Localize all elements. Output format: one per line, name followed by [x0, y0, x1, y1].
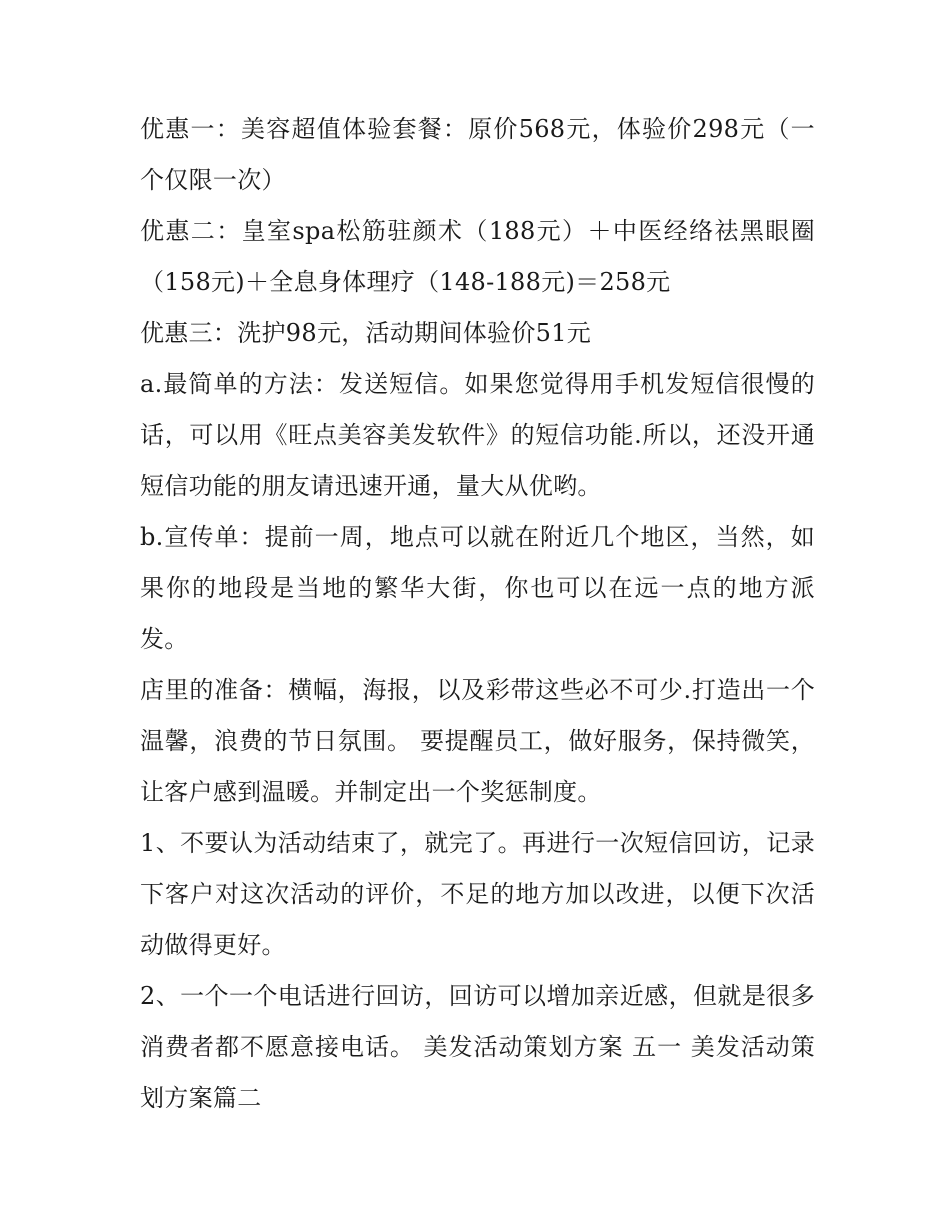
paragraph-store-preparation: 店里的准备：横幅，海报，以及彩带这些必不可少.打造出一个温馨，浪费的节日氛围。 要提醒员工，做好服务，保持微笑，让客户感到温暖。并制定出一个奖惩制度。: [140, 676, 815, 806]
paragraph-offer-three: 优惠三：洗护98元，活动期间体验价51元: [140, 319, 592, 347]
paragraph-offer-two: 优惠二：皇室spa松筋驻颜术（188元）＋中医经络祛黑眼圈（158元)＋全息身体理疗（148-188元)＝258元: [140, 217, 815, 296]
paragraph-method-sms: a.最简单的方法：发送短信。如果您觉得用手机发短信很慢的话，可以用《旺点美容美发软件》的短信功能.所以，还没开通短信功能的朋友请迅速开通，量大从优哟。: [140, 370, 815, 500]
paragraph-follow-up-sms: 1、不要认为活动结束了，就完了。再进行一次短信回访，记录下客户对这次活动的评价，不足的地方加以改进，以便下次活动做得更好。: [140, 829, 815, 959]
paragraph-follow-up-phone: 2、一个一个电话进行回访，回访可以增加亲近感，但就是很多消费者都不愿意接电话。 美发活动策划方案 五一 美发活动策划方案篇二: [140, 982, 815, 1112]
paragraph-method-flyers: b.宣传单：提前一周，地点可以就在附近几个地区，当然，如果你的地段是当地的繁华大街，你也可以在远一点的地方派发。: [140, 523, 815, 653]
paragraph-offer-one: 优惠一：美容超值体验套餐：原价568元，体验价298元（一个仅限一次）: [140, 115, 815, 194]
document-body: [140, 104, 815, 1124]
